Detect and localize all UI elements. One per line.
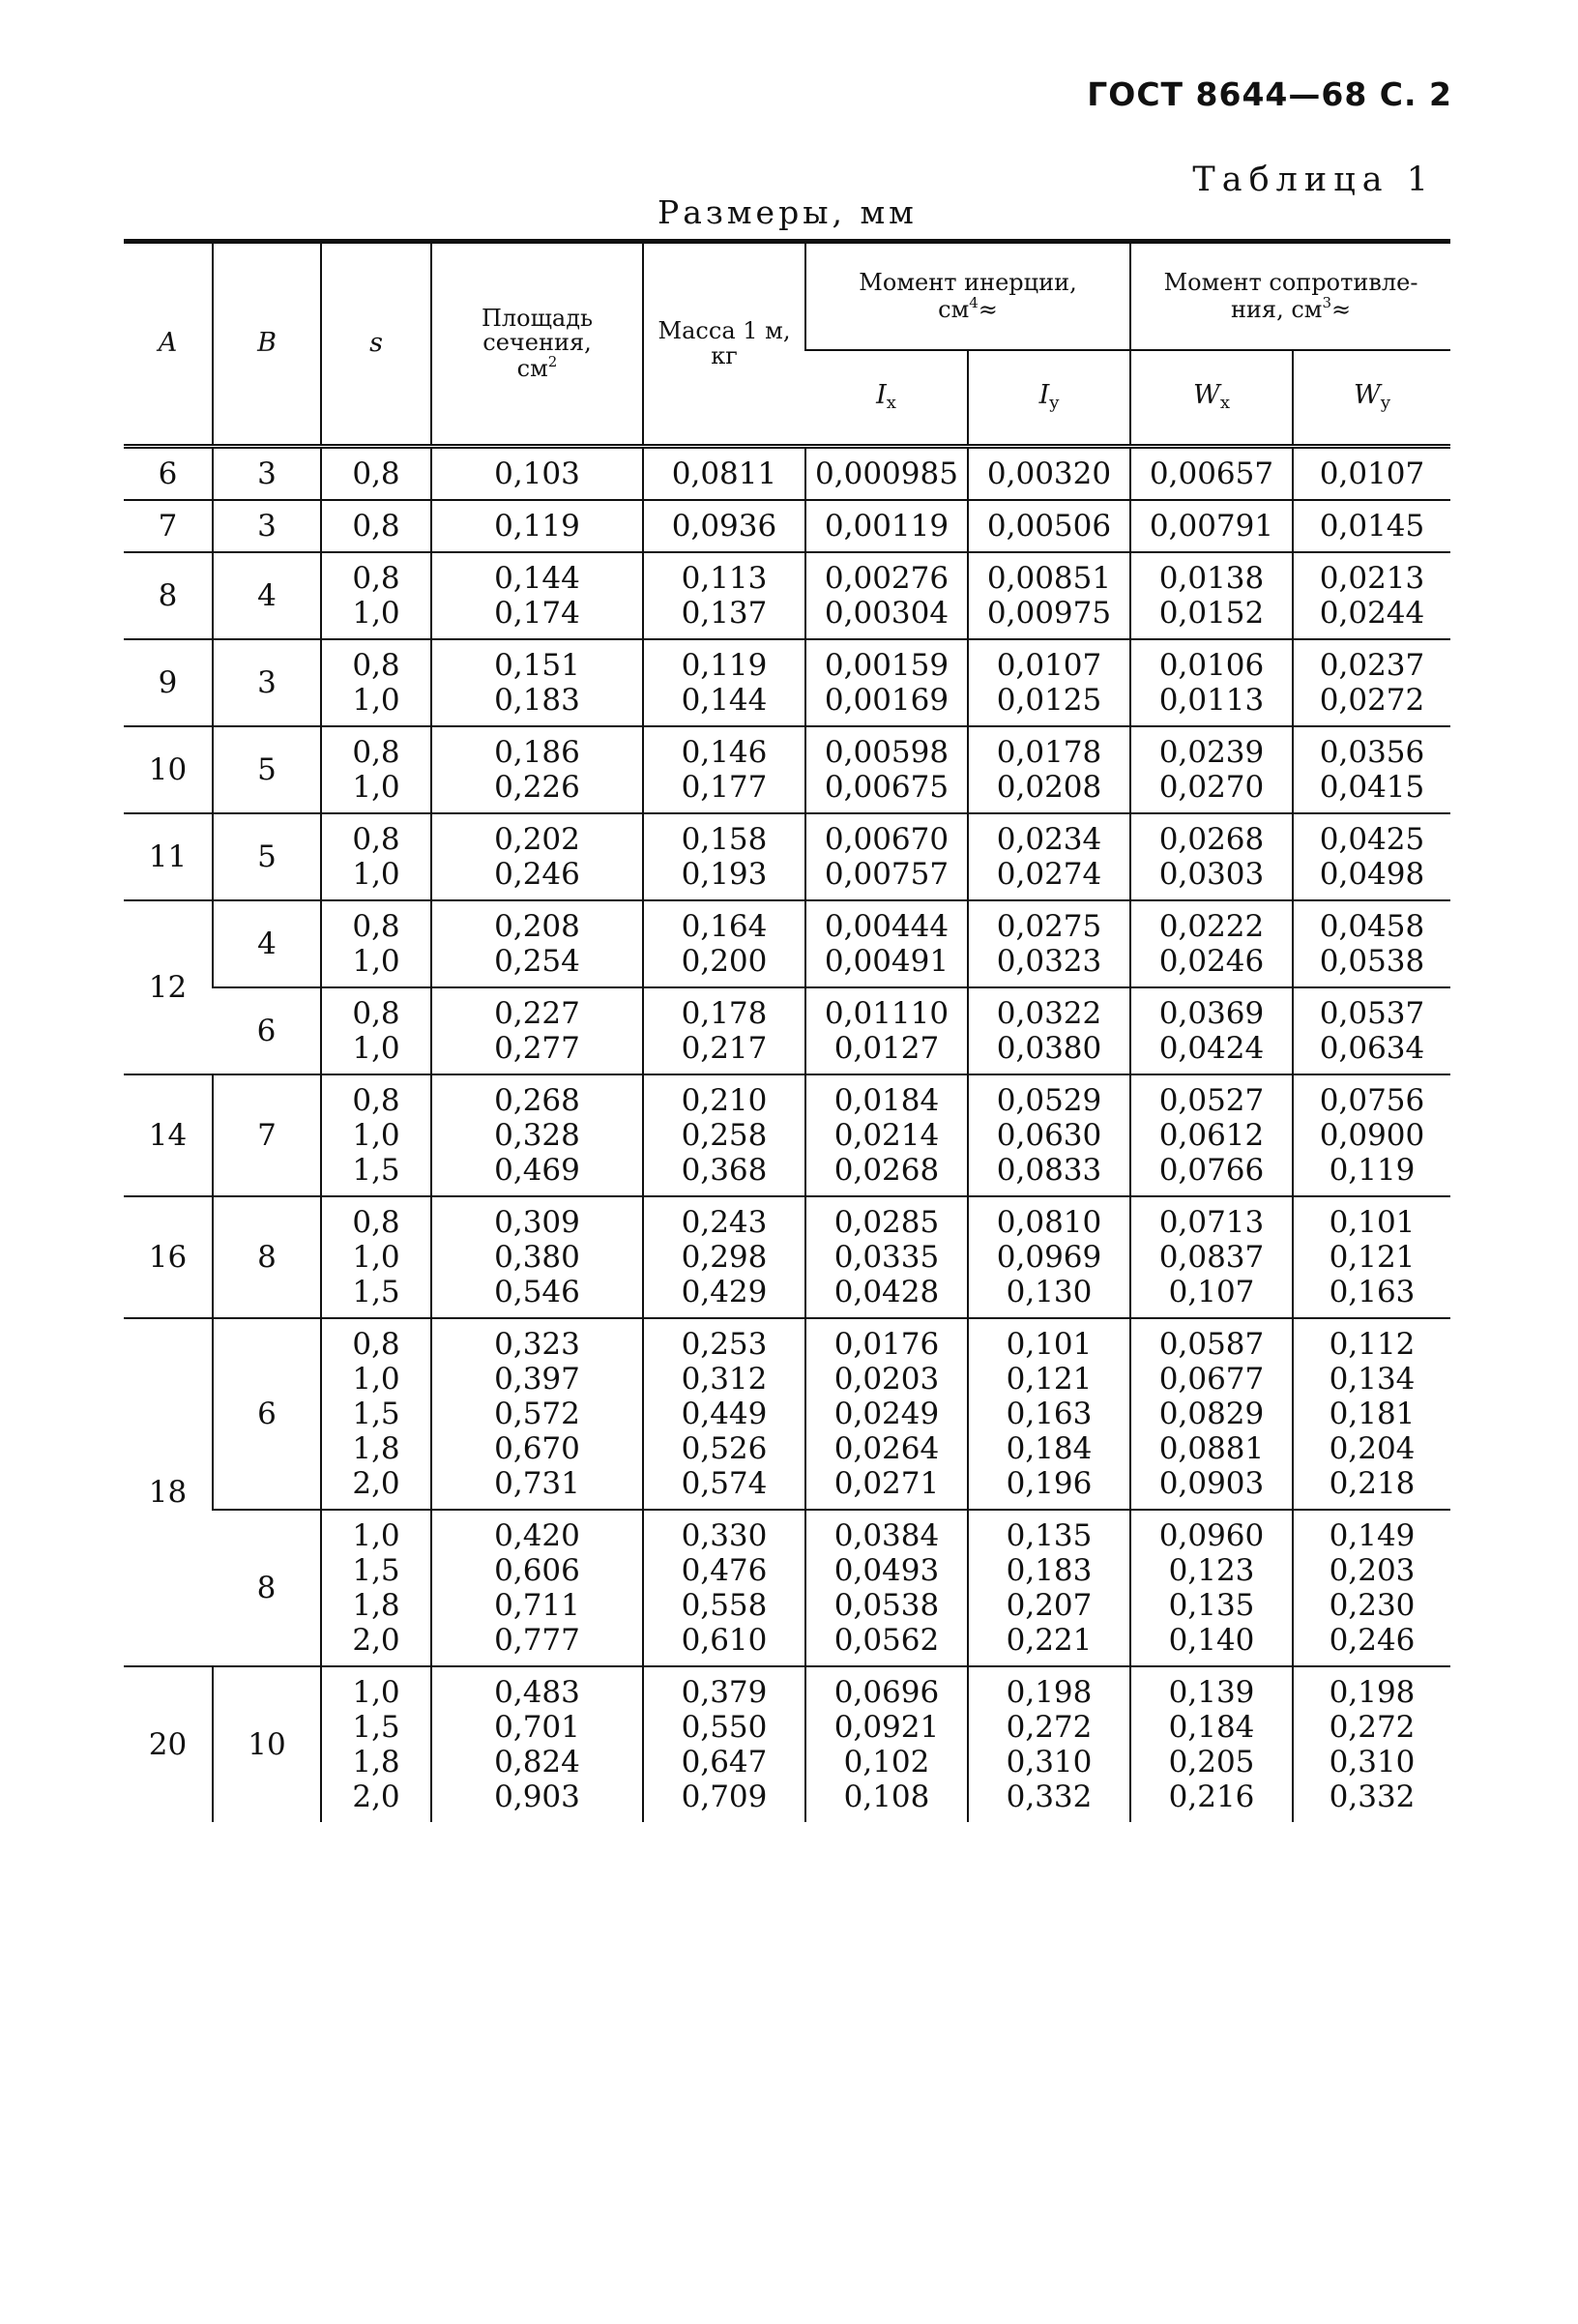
moment-approx-sign: ≈ xyxy=(1330,295,1352,323)
cell-s: 1,0 1,5 1,8 2,0 xyxy=(321,1510,431,1666)
table-row xyxy=(124,639,1450,726)
table-row xyxy=(124,900,1450,987)
cell-iy: 0,198 0,272 0,310 0,332 xyxy=(968,1666,1130,1822)
cell-wy: 0,0213 0,0244 xyxy=(1293,552,1450,639)
cell-s: 0,8 1,0 xyxy=(321,900,431,987)
wy-subscript: y xyxy=(1380,393,1390,414)
cell-s: 0,8 1,0 xyxy=(321,987,431,1074)
cell-mass: 0,379 0,550 0,647 0,709 xyxy=(643,1666,805,1822)
ix-symbol: I xyxy=(876,380,887,411)
cell-a: 6 xyxy=(124,447,213,501)
cell-b: 3 xyxy=(213,639,321,726)
cell-ix: 0,00159 0,00169 xyxy=(805,639,968,726)
table-row xyxy=(124,1318,1450,1510)
cell-ix: 0,0384 0,0493 0,0538 0,0562 xyxy=(805,1510,968,1666)
table-row xyxy=(124,1074,1450,1196)
column-header-wy xyxy=(1293,350,1450,447)
cell-b: 8 xyxy=(213,1196,321,1318)
cell-mass: 0,158 0,193 xyxy=(643,813,805,900)
table-row xyxy=(124,552,1450,639)
cell-a: 18 xyxy=(124,1318,213,1666)
cell-b: 5 xyxy=(213,726,321,813)
cell-b: 7 xyxy=(213,1074,321,1196)
cell-iy: 0,0234 0,0274 xyxy=(968,813,1130,900)
moment-unit-exponent: 3 xyxy=(1322,293,1331,311)
cell-iy: 0,0275 0,0323 xyxy=(968,900,1130,987)
cell-mass: 0,0936 xyxy=(643,500,805,552)
cell-area: 0,103 xyxy=(431,447,643,501)
cell-s: 0,8 1,0 xyxy=(321,552,431,639)
cell-b: 4 xyxy=(213,900,321,987)
cell-wx: 0,0527 0,0612 0,0766 xyxy=(1130,1074,1293,1196)
cell-b: 5 xyxy=(213,813,321,900)
column-header-s: s xyxy=(321,242,431,447)
cell-s: 0,8 1,0 1,5 xyxy=(321,1196,431,1318)
cell-b: 8 xyxy=(213,1510,321,1666)
cell-ix: 0,0285 0,0335 0,0428 xyxy=(805,1196,968,1318)
cell-wy: 0,0107 xyxy=(1293,447,1450,501)
column-header-iy xyxy=(968,350,1130,447)
cell-wy: 0,0425 0,0498 xyxy=(1293,813,1450,900)
cell-wy: 0,0237 0,0272 xyxy=(1293,639,1450,726)
cell-b: 3 xyxy=(213,447,321,501)
table-row xyxy=(124,500,1450,552)
cell-ix: 0,000985 xyxy=(805,447,968,501)
cell-a: 14 xyxy=(124,1074,213,1196)
inertia-unit: см xyxy=(938,295,970,323)
cell-wy: 0,112 0,134 0,181 0,204 0,218 xyxy=(1293,1318,1450,1510)
cell-s: 0,8 1,0 xyxy=(321,639,431,726)
ix-subscript: x xyxy=(886,393,896,414)
cell-ix: 0,01110 0,0127 xyxy=(805,987,968,1074)
cell-ix: 0,0176 0,0203 0,0249 0,0264 0,0271 xyxy=(805,1318,968,1510)
cell-s: 0,8 xyxy=(321,500,431,552)
cell-mass: 0,210 0,258 0,368 xyxy=(643,1074,805,1196)
area-unit: см xyxy=(516,355,548,383)
dimensions-label: Размеры, мм xyxy=(658,193,918,231)
cell-wx: 0,0713 0,0837 0,107 xyxy=(1130,1196,1293,1318)
cell-mass: 0,243 0,298 0,429 xyxy=(643,1196,805,1318)
cell-wy: 0,101 0,121 0,163 xyxy=(1293,1196,1450,1318)
cell-area: 0,227 0,277 xyxy=(431,987,643,1074)
area-label: Площадь сечения, xyxy=(481,304,594,356)
iy-symbol: I xyxy=(1038,380,1050,411)
cell-wx: 0,139 0,184 0,205 0,216 xyxy=(1130,1666,1293,1822)
cell-wx: 0,0960 0,123 0,135 0,140 xyxy=(1130,1510,1293,1666)
cell-a: 11 xyxy=(124,813,213,900)
table-row xyxy=(124,726,1450,813)
column-header-mass: Масса 1 м, кг xyxy=(643,242,805,447)
cell-mass: 0,164 0,200 xyxy=(643,900,805,987)
cell-wx: 0,0222 0,0246 xyxy=(1130,900,1293,987)
cell-area: 0,268 0,328 0,469 xyxy=(431,1074,643,1196)
inertia-approx-sign: ≈ xyxy=(978,295,998,323)
column-header-inertia xyxy=(805,242,1130,351)
cell-iy: 0,135 0,183 0,207 0,221 xyxy=(968,1510,1130,1666)
cell-mass: 0,178 0,217 xyxy=(643,987,805,1074)
table-row xyxy=(124,987,1450,1074)
cell-mass: 0,113 0,137 xyxy=(643,552,805,639)
cell-b: 3 xyxy=(213,500,321,552)
cell-wx: 0,0239 0,0270 xyxy=(1130,726,1293,813)
inertia-label: Момент инерции, xyxy=(859,269,1077,297)
cell-s: 0,8 1,0 xyxy=(321,726,431,813)
cell-iy: 0,00506 xyxy=(968,500,1130,552)
cell-mass: 0,330 0,476 0,558 0,610 xyxy=(643,1510,805,1666)
wy-symbol: W xyxy=(1354,380,1381,411)
column-header-a: A xyxy=(124,242,213,447)
cell-s: 0,8 1,0 xyxy=(321,813,431,900)
cell-iy: 0,0810 0,0969 0,130 xyxy=(968,1196,1130,1318)
cell-a: 9 xyxy=(124,639,213,726)
cell-mass: 0,253 0,312 0,449 0,526 0,574 xyxy=(643,1318,805,1510)
cell-mass: 0,146 0,177 xyxy=(643,726,805,813)
cell-area: 0,151 0,183 xyxy=(431,639,643,726)
cell-wy: 0,0356 0,0415 xyxy=(1293,726,1450,813)
cell-area: 0,186 0,226 xyxy=(431,726,643,813)
cell-s: 0,8 1,0 1,5 1,8 2,0 xyxy=(321,1318,431,1510)
cell-area: 0,144 0,174 xyxy=(431,552,643,639)
cell-wy: 0,198 0,272 0,310 0,332 xyxy=(1293,1666,1450,1822)
table-row xyxy=(124,1666,1450,1822)
cell-ix: 0,00276 0,00304 xyxy=(805,552,968,639)
cell-wy: 0,0458 0,0538 xyxy=(1293,900,1450,987)
cell-iy: 0,0178 0,0208 xyxy=(968,726,1130,813)
cell-wy: 0,0145 xyxy=(1293,500,1450,552)
table-body xyxy=(124,447,1450,1823)
cell-b: 6 xyxy=(213,987,321,1074)
cell-wy: 0,0537 0,0634 xyxy=(1293,987,1450,1074)
cell-a: 16 xyxy=(124,1196,213,1318)
cell-a: 10 xyxy=(124,726,213,813)
cell-b: 6 xyxy=(213,1318,321,1510)
column-header-area xyxy=(431,242,643,447)
cell-ix: 0,00670 0,00757 xyxy=(805,813,968,900)
cell-ix: 0,0184 0,0214 0,0268 xyxy=(805,1074,968,1196)
cell-area: 0,202 0,246 xyxy=(431,813,643,900)
cell-wx: 0,00791 xyxy=(1130,500,1293,552)
table-row xyxy=(124,447,1450,501)
table-row xyxy=(124,813,1450,900)
moment-unit: ния, см xyxy=(1230,295,1323,323)
cell-iy: 0,0529 0,0630 0,0833 xyxy=(968,1074,1130,1196)
iy-subscript: y xyxy=(1049,393,1060,414)
inertia-unit-exponent: 4 xyxy=(969,293,979,311)
table-row xyxy=(124,1510,1450,1666)
cell-s: 1,0 1,5 1,8 2,0 xyxy=(321,1666,431,1822)
page-header: ГОСТ 8644—68 С. 2 xyxy=(1087,75,1452,113)
cell-iy: 0,00320 xyxy=(968,447,1130,501)
cell-ix: 0,0696 0,0921 0,102 0,108 xyxy=(805,1666,968,1822)
cell-b: 10 xyxy=(213,1666,321,1822)
cell-a: 12 xyxy=(124,900,213,1074)
cell-wy: 0,0756 0,0900 0,119 xyxy=(1293,1074,1450,1196)
column-header-wx xyxy=(1130,350,1293,447)
cell-iy: 0,0107 0,0125 xyxy=(968,639,1130,726)
cell-area: 0,119 xyxy=(431,500,643,552)
cell-mass: 0,119 0,144 xyxy=(643,639,805,726)
cell-a: 8 xyxy=(124,552,213,639)
cell-area: 0,483 0,701 0,824 0,903 xyxy=(431,1666,643,1822)
column-header-b: B xyxy=(213,242,321,447)
wx-symbol: W xyxy=(1193,380,1220,411)
cell-s: 0,8 xyxy=(321,447,431,501)
cell-wx: 0,0369 0,0424 xyxy=(1130,987,1293,1074)
cell-b: 4 xyxy=(213,552,321,639)
cell-mass: 0,0811 xyxy=(643,447,805,501)
column-header-moment xyxy=(1130,242,1450,351)
moment-label: Момент сопротивле- xyxy=(1163,269,1418,297)
cell-iy: 0,0322 0,0380 xyxy=(968,987,1130,1074)
cell-s: 0,8 1,0 1,5 xyxy=(321,1074,431,1196)
cell-area: 0,309 0,380 0,546 xyxy=(431,1196,643,1318)
table-label: Таблица 1 xyxy=(1192,161,1435,199)
dimensions-table xyxy=(124,239,1450,1822)
cell-wy: 0,149 0,203 0,230 0,246 xyxy=(1293,1510,1450,1666)
cell-area: 0,323 0,397 0,572 0,670 0,731 xyxy=(431,1318,643,1510)
wx-subscript: x xyxy=(1219,393,1230,414)
cell-wx: 0,0268 0,0303 xyxy=(1130,813,1293,900)
cell-wx: 0,0138 0,0152 xyxy=(1130,552,1293,639)
cell-wx: 0,0106 0,0113 xyxy=(1130,639,1293,726)
cell-area: 0,420 0,606 0,711 0,777 xyxy=(431,1510,643,1666)
cell-wx: 0,0587 0,0677 0,0829 0,0881 0,0903 xyxy=(1130,1318,1293,1510)
cell-iy: 0,101 0,121 0,163 0,184 0,196 xyxy=(968,1318,1130,1510)
area-unit-exponent: 2 xyxy=(547,353,558,371)
cell-ix: 0,00598 0,00675 xyxy=(805,726,968,813)
cell-wx: 0,00657 xyxy=(1130,447,1293,501)
cell-iy: 0,00851 0,00975 xyxy=(968,552,1130,639)
cell-a: 7 xyxy=(124,500,213,552)
column-header-ix xyxy=(805,350,968,447)
cell-area: 0,208 0,254 xyxy=(431,900,643,987)
cell-a: 20 xyxy=(148,1727,188,1762)
cell-ix: 0,00119 xyxy=(805,500,968,552)
cell-ix: 0,00444 0,00491 xyxy=(805,900,968,987)
table-row xyxy=(124,1196,1450,1318)
